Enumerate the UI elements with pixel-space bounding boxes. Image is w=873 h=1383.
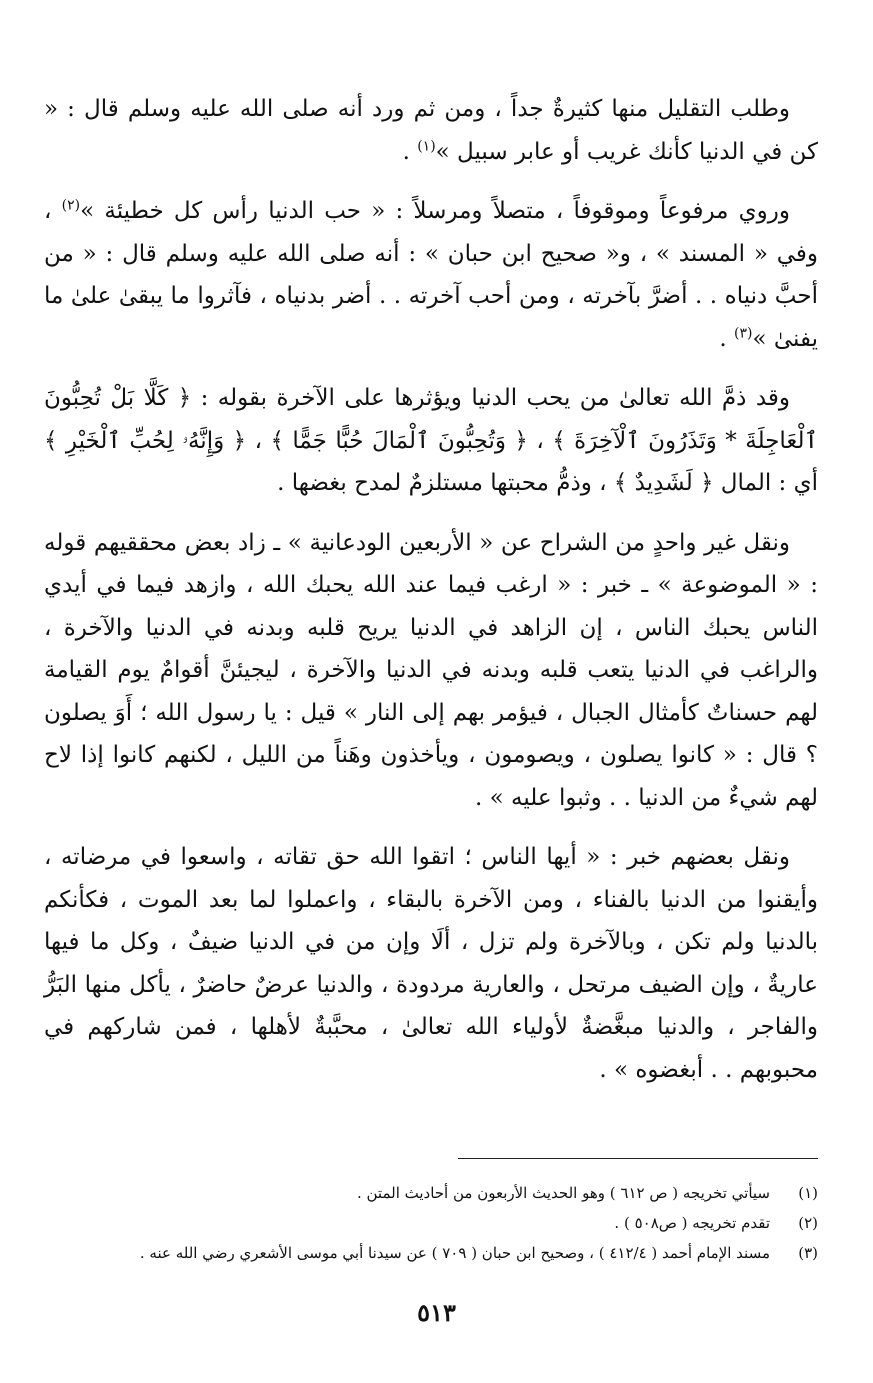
footnote-ref-2[interactable]: (٢) xyxy=(61,197,81,214)
footnote-1 xyxy=(44,1178,818,1208)
paragraph-tail: . xyxy=(719,325,734,352)
footnote-3 xyxy=(44,1238,818,1268)
footnote-number: (٢) xyxy=(798,1214,818,1232)
footnote-text: مسند الإمام أحمد ( ٤١٢/٤ ) ، وصحيح ابن حبان ( ٧٠٩ ) عن سيدنا أبي موسى الأشعري رضي الله عنه . xyxy=(139,1244,770,1262)
footnotes xyxy=(44,1178,818,1268)
paragraph-3: وقد ذمَّ الله تعالىٰ من يحب الدنيا ويؤثرها على الآخرة بقوله : ﴿ كَلَّا بَلْ تُحِبُّونَ ٱلْعَاجِلَةَ * وَتَذَرُونَ ٱلْآخِرَةَ ﴾ ، ﴿ وَتُحِبُّونَ ٱلْمَالَ حُبًّا جَمًّا ﴾ ، ﴿ وَإِنَّهُۥ لِحُبِّ ٱلْخَيْرِ ﴾ أي : المال ﴿ لَشَدِيدٌ ﴾ ، وذمُّ محبتها مستلزمٌ لمدح بغضها . xyxy=(44,385,818,496)
paragraph-5: ونقل بعضهم خبر : « أيها الناس ؛ اتقوا الله حق تقاته ، واسعوا في مرضاته ، وأيقنوا من الدنيا بالفناء ، ومن الآخرة بالبقاء ، واعملوا لما بعد الموت ، فكأنكم بالدنيا ولم تكن ، وبالآخرة ولم تزل ، ألَا وإن من في الدنيا ضيفٌ ، وكل ما فيها عاريةٌ ، وإن الضيف مرتحل ، والعارية مردودة ، والدنيا عرضٌ حاضرٌ ، يأكل منها البَرُّ والفاجر ، والدنيا مبغَّضةٌ لأولياء الله تعالىٰ ، محبَّبةٌ لأهلها ، فمن شاركهم في محبوبهم . . أبغضوه » . xyxy=(44,844,818,1083)
footnote-ref-3[interactable]: (٣) xyxy=(734,324,753,341)
footnote-separator xyxy=(458,1158,818,1159)
footnote-text: سيأتي تخريجه ( ص ٦١٢ ) وهو الحديث الأربعون من أحاديث المتن . xyxy=(356,1184,770,1202)
footnote-2 xyxy=(44,1208,818,1238)
paragraph-tail: . xyxy=(402,138,418,165)
paragraph-4: ونقل غير واحدٍ من الشراح عن « الأربعين الودعانية » ـ زاد بعض محققيهم قوله : « الموضوعة » ـ خبر : « ارغب فيما عند الله يحبك الله ، وازهد فيما في أيدي الناس يحبك الناس ، إن الزاهد في الدنيا يريح قلبه وبدنه في الدنيا والآخرة ، والراغب في الدنيا يتعب قلبه وبدنه في الدنيا والآخرة ، ليجيئنَّ أقوامٌ يوم القيامة لهم حسناتٌ كأمثال الجبال ، فيؤمر بهم إلى النار » قيل : يا رسول الله ؛ أَوَ يصلون ؟ قال : « كانوا يصلون ، ويصومون ، ويأخذون وهَناً من الليل ، لكنهم كانوا إذا لاح لهم شيءٌ من الدنيا . . وثبوا عليه » . xyxy=(44,529,818,811)
footnote-number: (٣) xyxy=(798,1244,818,1262)
paragraph-1 xyxy=(44,88,818,173)
footnote-ref-1[interactable]: (١) xyxy=(417,137,436,154)
page-number: ٥١٣ xyxy=(417,1298,456,1327)
paragraph-text: وروي مرفوعاً وموقوفاً ، متصلاً ومرسلاً : « حب الدنيا رأس كل خطيئة » xyxy=(80,198,791,224)
paragraph-2 xyxy=(44,190,818,360)
footnote-text: تقدم تخريجه ( ص٥٠٨ ) . xyxy=(614,1214,770,1232)
footnote-number: (١) xyxy=(798,1184,818,1202)
paragraph-text-continued: ، وفي « المسند » ، و« صحيح ابن حبان » : أنه صلى الله عليه وسلم قال : « من أحبَّ دنياه . . أضرَّ بآخرته ، ومن أحب آخرته . . أضر بدنياه ، فآثروا ما يبقىٰ علىٰ ما يفنىٰ » xyxy=(44,198,818,352)
main-text xyxy=(44,88,818,1108)
paragraph-text: وطلب التقليل منها كثيرةٌ جداً ، ومن ثم ورد أنه صلى الله عليه وسلم قال : « كن في الدنيا كأنك غريب أو عابر سبيل » xyxy=(44,96,818,165)
